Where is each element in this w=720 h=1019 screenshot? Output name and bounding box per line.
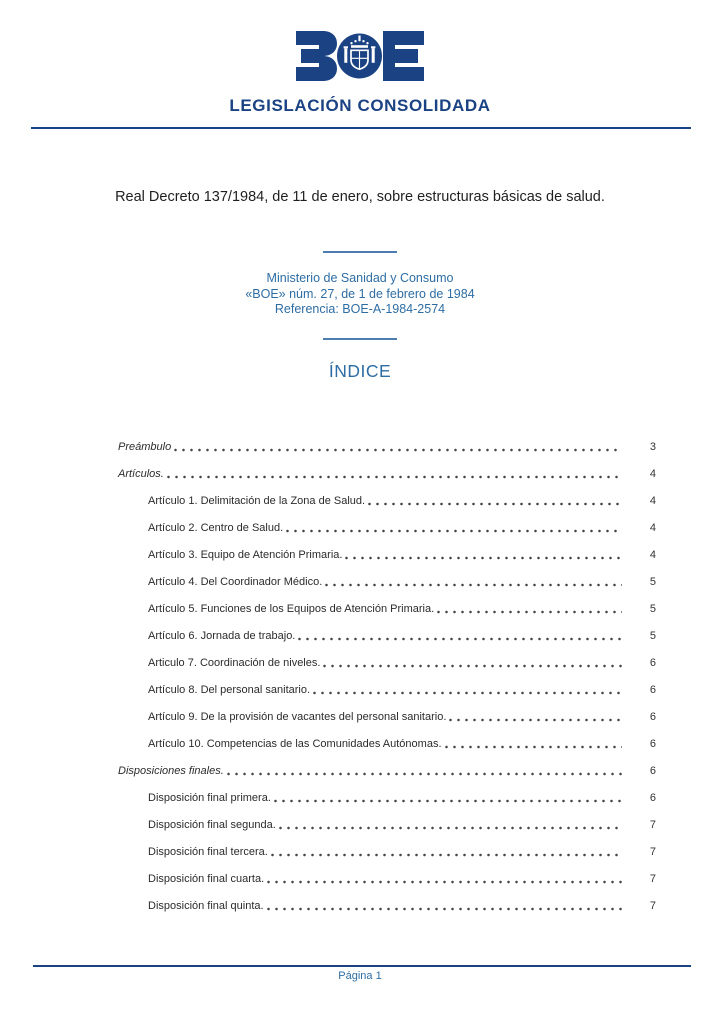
toc-page-number: 4 xyxy=(649,468,656,480)
toc-entry xyxy=(118,549,656,561)
toc-entry-label: Artículo 1. Delimitación de la Zona de Salud. xyxy=(148,495,366,507)
toc-entry-label: Artículo 8. Del personal sanitario. xyxy=(148,684,311,696)
toc-entry xyxy=(118,873,656,885)
logo-letter-b xyxy=(296,31,337,81)
toc-leader-dots xyxy=(437,609,622,614)
publication-line: «BOE» núm. 27, de 1 de febrero de 1984 xyxy=(245,286,475,301)
toc-entry-label: Disposición final tercera. xyxy=(148,846,268,858)
page-number-label: Página 1 xyxy=(338,970,382,982)
toc-entry xyxy=(118,522,656,534)
header-rule xyxy=(31,127,691,129)
section-divider xyxy=(323,338,397,340)
toc-leader-dots xyxy=(174,447,622,452)
toc-page-number: 5 xyxy=(649,630,656,642)
toc-entry xyxy=(118,657,656,669)
document-meta xyxy=(0,271,720,318)
toc-leader-dots xyxy=(286,528,622,533)
toc-entry-label: Disposición final cuarta. xyxy=(148,873,265,885)
toc-page-number: 7 xyxy=(649,900,656,912)
ministry-line: Ministerio de Sanidad y Consumo xyxy=(266,271,454,285)
section-divider xyxy=(323,251,397,253)
toc-leader-dots xyxy=(313,690,622,695)
toc-page-number: 6 xyxy=(649,657,656,669)
index-heading: ÍNDICE xyxy=(328,361,392,381)
toc-page-number: 7 xyxy=(649,846,656,858)
toc-page-number: 7 xyxy=(649,873,656,885)
toc-page-number: 6 xyxy=(649,738,656,750)
toc-leader-dots xyxy=(267,879,622,884)
toc-page-number: 5 xyxy=(649,576,656,588)
toc-leader-dots xyxy=(345,555,622,560)
toc-entry xyxy=(118,468,656,480)
toc-leader-dots xyxy=(323,663,622,668)
toc-leader-dots xyxy=(271,852,622,857)
toc-page-number: 6 xyxy=(649,765,656,777)
toc-leader-dots xyxy=(325,582,622,587)
toc-leader-dots xyxy=(267,906,622,911)
toc-entry xyxy=(118,846,656,858)
reference-line: Referencia: BOE-A-1984-2574 xyxy=(274,302,446,316)
toc-entry xyxy=(118,684,656,696)
boe-logo-graphic xyxy=(296,29,424,83)
toc-page-number: 4 xyxy=(649,495,656,507)
table-of-contents xyxy=(118,441,656,927)
toc-leader-dots xyxy=(368,501,622,506)
toc-entry-label: Artículo 9. De la provisión de vacantes del personal sanitario. xyxy=(148,711,447,723)
toc-entry xyxy=(118,441,656,453)
toc-entry-label: Preámbulo xyxy=(118,441,172,453)
footer-rule xyxy=(33,965,691,967)
header-subtitle: LEGISLACIÓN CONSOLIDADA xyxy=(229,96,491,115)
toc-entry xyxy=(118,603,656,615)
toc-entry xyxy=(118,495,656,507)
toc-entry xyxy=(118,576,656,588)
toc-entry-label: Artículo 2. Centro de Salud. xyxy=(148,522,284,534)
toc-entry xyxy=(118,900,656,912)
toc-leader-dots xyxy=(227,771,622,776)
coat-of-arms-icon xyxy=(337,34,382,79)
toc-page-number: 3 xyxy=(649,441,656,453)
toc-entry-label: Disposición final primera. xyxy=(148,792,271,804)
toc-entry-label: Disposición final segunda. xyxy=(148,819,276,831)
toc-entry xyxy=(118,711,656,723)
toc-entry xyxy=(118,738,656,750)
toc-entry-label: Artículo 10. Competencias de las Comunidades Autónomas. xyxy=(148,738,442,750)
toc-page-number: 6 xyxy=(649,684,656,696)
logo-letter-e xyxy=(383,31,424,81)
toc-page-number: 4 xyxy=(649,549,656,561)
toc-page-number: 6 xyxy=(649,711,656,723)
toc-leader-dots xyxy=(298,636,622,641)
toc-entry-label: Artículos. xyxy=(118,468,164,480)
toc-entry xyxy=(118,765,656,777)
toc-entry-label: Disposición final quinta. xyxy=(148,900,264,912)
toc-entry xyxy=(118,792,656,804)
toc-leader-dots xyxy=(279,825,622,830)
toc-leader-dots xyxy=(167,474,622,479)
toc-leader-dots xyxy=(445,744,623,749)
toc-entry-label: Artículo 5. Funciones de los Equipos de Atención Primaria. xyxy=(148,603,435,615)
toc-entry-label: Artículo 3. Equipo de Atención Primaria. xyxy=(148,549,343,561)
toc-leader-dots xyxy=(274,798,622,803)
toc-page-number: 7 xyxy=(649,819,656,831)
toc-entry-label: Articulo 7. Coordinación de niveles. xyxy=(148,657,321,669)
boe-logo xyxy=(0,29,720,83)
toc-entry-label: Artículo 4. Del Coordinador Médico. xyxy=(148,576,323,588)
toc-entry xyxy=(118,819,656,831)
toc-page-number: 5 xyxy=(649,603,656,615)
toc-page-number: 4 xyxy=(649,522,656,534)
toc-entry xyxy=(118,630,656,642)
document-title: Real Decreto 137/1984, de 11 de enero, sobre estructuras básicas de salud. xyxy=(115,189,605,205)
toc-page-number: 6 xyxy=(649,792,656,804)
toc-entry-label: Artículo 6. Jornada de trabajo. xyxy=(148,630,296,642)
toc-leader-dots xyxy=(449,717,622,722)
toc-entry-label: Disposiciones finales. xyxy=(118,765,224,777)
